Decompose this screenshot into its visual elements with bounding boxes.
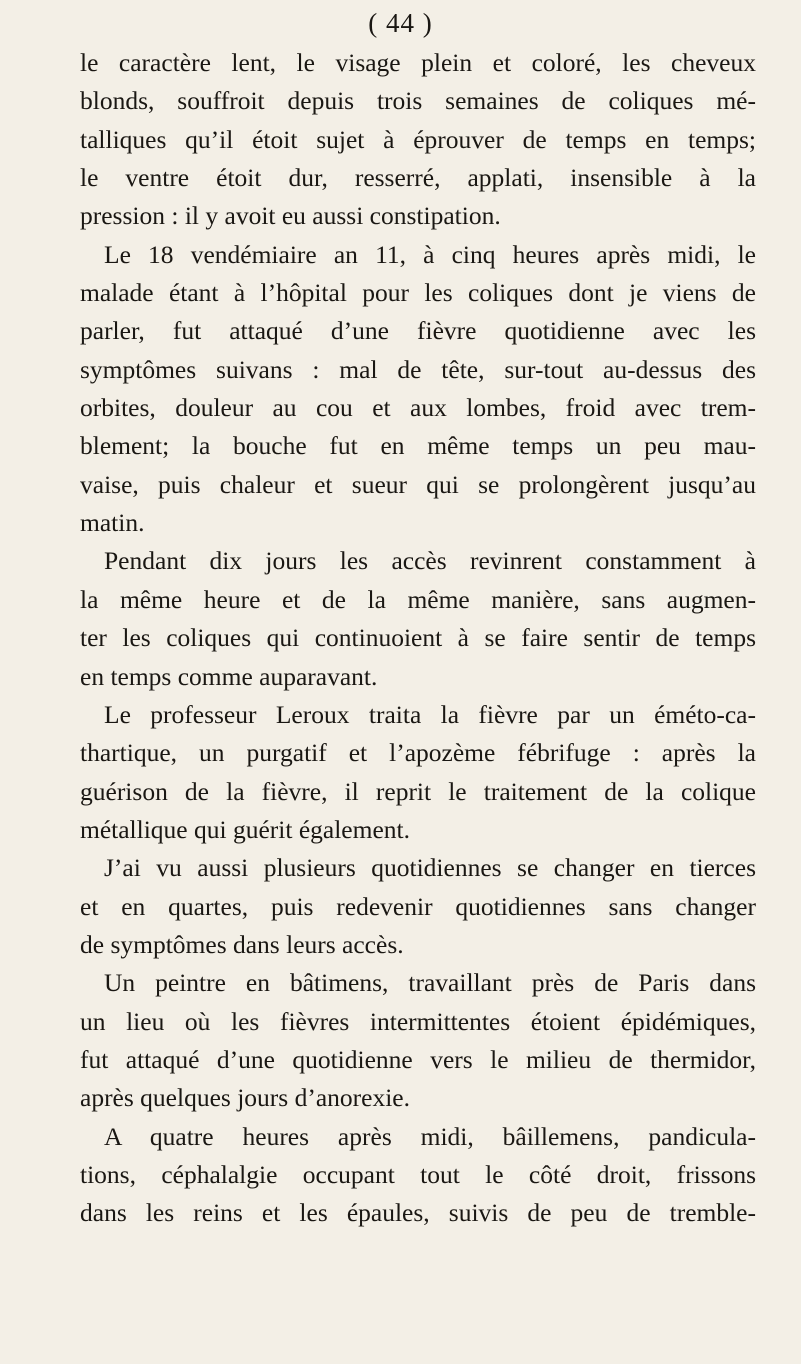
- text-line: métallique qui guérit également.: [80, 814, 410, 844]
- page-body-text: [80, 44, 756, 1233]
- page-number: ( 44 ): [368, 8, 433, 38]
- text-line: la même heure et de la même manière, sans augmen-: [80, 584, 756, 614]
- text-line: tions, céphalalgie occupant tout le côté droit, frissons: [80, 1159, 756, 1189]
- text-line: fut attaqué d’une quotidienne vers le milieu de thermidor,: [80, 1044, 756, 1074]
- text-line: pression : il y avoit eu aussi constipation.: [80, 201, 501, 231]
- text-line: un lieu où les fièvres intermittentes étoient épidémiques,: [80, 1006, 756, 1036]
- text-line: après quelques jours d’anorexie.: [80, 1083, 410, 1113]
- text-line: blonds, souffroit depuis trois semaines de coliques mé-: [80, 86, 756, 116]
- text-line: matin.: [80, 508, 145, 538]
- text-line: vaise, puis chaleur et sueur qui se prolongèrent jusqu’au: [80, 469, 756, 499]
- text-line: malade étant à l’hôpital pour les coliques dont je viens de: [80, 278, 756, 308]
- text-line: thartique, un purgatif et l’apozème fébrifuge : après la: [80, 738, 756, 768]
- text-line: symptômes suivans : mal de tête, sur-tout au-dessus des: [80, 354, 756, 384]
- text-line: en temps comme auparavant.: [80, 661, 378, 691]
- text-line: Un peintre en bâtimens, travaillant près de Paris dans: [104, 968, 756, 998]
- text-line: dans les reins et les épaules, suivis de peu de tremble-: [80, 1198, 756, 1228]
- text-line: le caractère lent, le visage plein et coloré, les cheveux: [80, 48, 756, 77]
- text-line: Le 18 vendémiaire an 11, à cinq heures après midi, le: [104, 239, 756, 269]
- text-line: guérison de la fièvre, il reprit le traitement de la colique: [80, 776, 756, 806]
- text-line: Le professeur Leroux traita la fièvre par un éméto-ca-: [104, 699, 756, 729]
- text-line: Pendant dix jours les accès revinrent constamment à: [104, 546, 756, 576]
- text-line: J’ai vu aussi plusieurs quotidiennes se changer en tierces: [104, 853, 756, 883]
- text-line: orbites, douleur au cou et aux lombes, froid avec trem-: [80, 393, 756, 423]
- text-line: A quatre heures après midi, bâillemens, pandicula-: [104, 1121, 756, 1151]
- text-line: parler, fut attaqué d’une fièvre quotidienne avec les: [80, 316, 756, 346]
- text-line: blement; la bouche fut en même temps un peu mau-: [80, 431, 756, 461]
- text-line: de symptômes dans leurs accès.: [80, 929, 404, 959]
- text-line: ter les coliques qui continuoient à se faire sentir de temps: [80, 623, 756, 653]
- text-line: talliques qu’il étoit sujet à éprouver de temps en temps;: [80, 124, 756, 154]
- text-line: le ventre étoit dur, resserré, applati, insensible à la: [80, 163, 756, 193]
- text-line: et en quartes, puis redevenir quotidiennes sans changer: [80, 891, 756, 921]
